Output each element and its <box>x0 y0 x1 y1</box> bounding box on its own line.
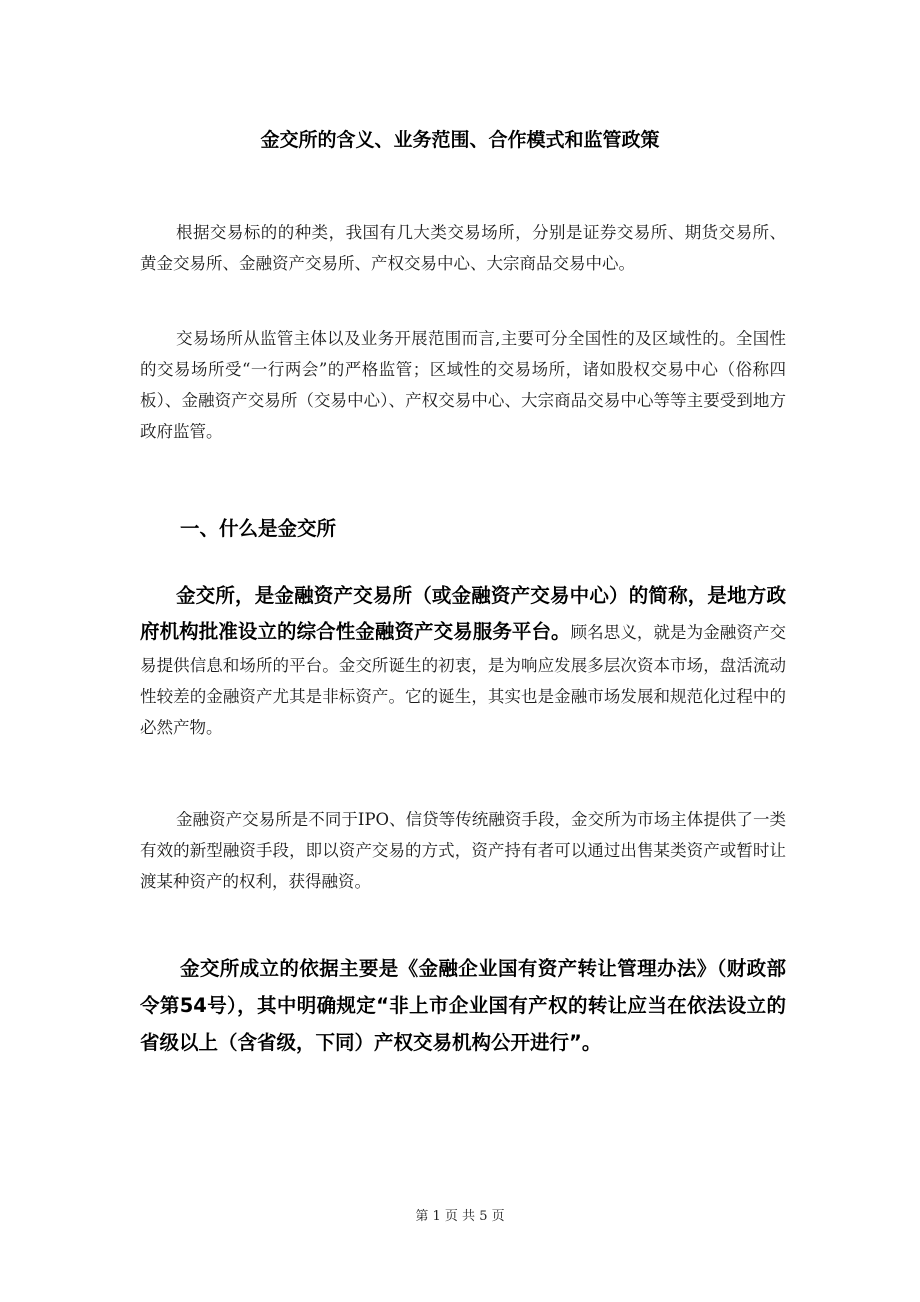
paragraph-exchange-types: 根据交易标的的种类，我国有几大类交易场所，分别是证券交易所、期货交易所、黄金交易所、金融资产交易所、产权交易中心、大宗商品交易中心。 <box>140 223 786 273</box>
document-title: 金交所的含义、业务范围、合作模式和监管政策 <box>260 129 660 151</box>
paragraph-legal-basis: 金交所成立的依据主要是《金融企业国有资产转让管理办法》（财政部令第54号），其中明确规定“非上市企业国有产权的转让应当在依法设立的省级以上（含省级，下同）产权交易机构公开进行”。 <box>140 957 786 1054</box>
paragraph-supervision: 交易场所从监管主体以及业务开展范围而言,主要可分全国性的及区域性的。全国性的交易场所受“一行两会”的严格监管；区域性的交易场所，诸如股权交易中心（俗称四板）、金融资产交易所（交易中心）、产权交易中心、大宗商品交易中心等等主要受到地方政府监管。 <box>140 329 786 441</box>
page-number-footer: 第 1 页 共 5 页 <box>415 1209 505 1224</box>
paragraph-definition <box>140 578 786 743</box>
paragraph-definition-rest: 顾名思义，就是为金融资产交易提供信息和场所的平台。金交所诞生的初衷，是为响应发展多层次资本市场，盘活流动性较差的金融资产尤其是非标资产。它的诞生，其实也是金融市场发展和规范化过程中的必然产物。 <box>140 623 786 737</box>
section-heading: 一、什么是金交所 <box>180 517 337 540</box>
paragraph-financing: 金融资产交易所是不同于IPO、信贷等传统融资手段，金交所为市场主体提供了一类有效的新型融资手段，即以资产交易的方式，资产持有者可以通过出售某类资产或暂时让渡某种资产的权利，获得融资。 <box>140 810 786 891</box>
paragraph-definition-bold: 金交所，是金融资产交易所（或金融资产交易中心）的简称，是地方政府机构批准设立的综合性金融资产交易服务平台。 <box>140 584 786 643</box>
